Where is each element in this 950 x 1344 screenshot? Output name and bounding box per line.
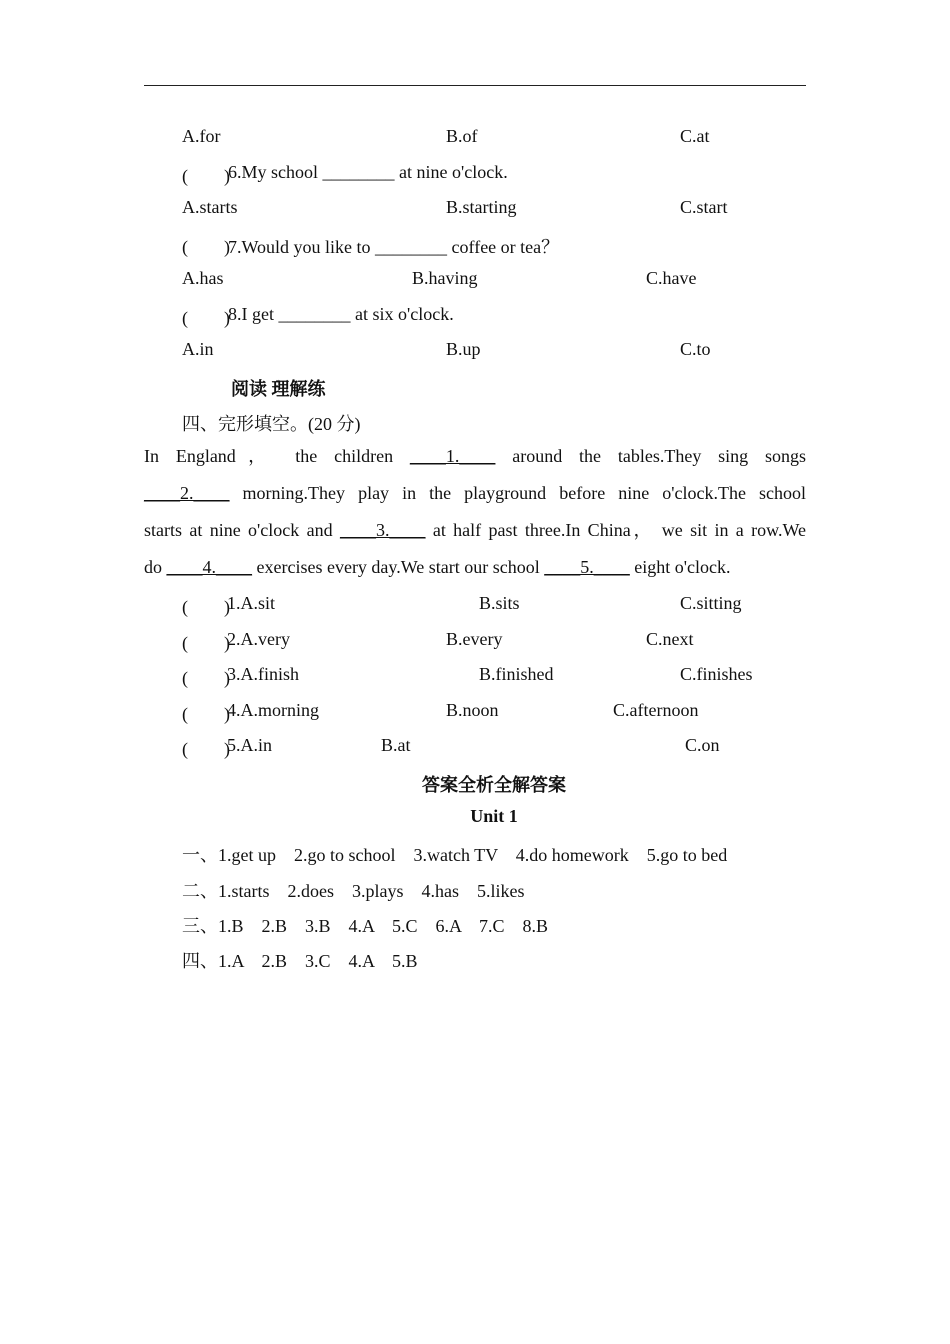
- cloze-1-answer-paren[interactable]: ( ): [182, 597, 230, 617]
- q8-option-a: A.in: [182, 339, 214, 359]
- header-rule: [144, 85, 806, 86]
- q5-option-c: C.at: [680, 126, 710, 146]
- passage-line-2: [144, 475, 806, 512]
- passage-text: do: [144, 557, 162, 577]
- cloze-1-option-c: C.sitting: [680, 593, 742, 613]
- blank-3: ____3.____: [339, 520, 426, 540]
- cloze-3-option-c: C.finishes: [680, 664, 753, 684]
- cloze-2-option-c: C.next: [646, 629, 694, 649]
- q6-option-c: C.start: [680, 197, 728, 217]
- cloze-3-option-a: 3.A.finish: [227, 664, 299, 684]
- cloze-2-option-a: 2.A.very: [227, 629, 290, 649]
- passage-text: morning.They play in the playground before nine o'clock.The school: [242, 483, 806, 503]
- answer-line-2: 二、1.starts 2.does 3.plays 4.has 5.likes: [182, 881, 525, 901]
- q8-text: 8.I get ________ at six o'clock.: [228, 304, 454, 324]
- cloze-1-option-a: 1.A.sit: [227, 593, 276, 613]
- reading-heading: 阅读 理解练: [231, 379, 326, 399]
- q6-answer-paren[interactable]: ( ): [182, 166, 230, 186]
- blank-4: ____4.____: [166, 557, 252, 577]
- answer-line-3: 三、1.B 2.B 3.B 4.A 5.C 6.A 7.C 8.B: [182, 916, 549, 936]
- answer-line-4: 四、1.A 2.B 3.C 4.A 5.B: [182, 951, 418, 971]
- q8-answer-paren[interactable]: ( ): [182, 308, 230, 328]
- q7-text: 7.Would you like to ________ coffee or tea？: [228, 237, 560, 257]
- passage-text: In England， the children: [144, 446, 394, 466]
- q7-option-b: B.having: [412, 268, 478, 288]
- passage-text: at half past three.In China， we sit in a row.We: [432, 520, 807, 540]
- passage-text: around the tables.They sing songs: [512, 446, 806, 466]
- cloze-5-answer-paren[interactable]: ( ): [182, 739, 230, 759]
- q6-option-a: A.starts: [182, 197, 238, 217]
- q7-option-c: C.have: [646, 268, 697, 288]
- cloze-4-option-b: B.noon: [446, 700, 499, 720]
- answer-line-1: 一、1.get up 2.go to school 3.watch TV 4.do homework 5.go to bed: [182, 845, 728, 865]
- cloze-2-answer-paren[interactable]: ( ): [182, 633, 230, 653]
- q8-option-b: B.up: [446, 339, 481, 359]
- cloze-5-option-a: 5.A.in: [227, 735, 272, 755]
- blank-1: ____1.____: [409, 446, 496, 466]
- passage-text: exercises every day.We start our school: [256, 557, 540, 577]
- passage-line-1: [144, 438, 806, 475]
- section4-title: 四、完形填空。(20 分): [182, 414, 361, 434]
- q8-option-c: C.to: [680, 339, 711, 359]
- q5-option-b: B.of: [446, 126, 478, 146]
- passage-line-4: [144, 549, 806, 586]
- passage-text: starts at nine o'clock and: [144, 520, 333, 540]
- cloze-4-answer-paren[interactable]: ( ): [182, 704, 230, 724]
- answers-title: 答案全析全解答案: [422, 775, 566, 795]
- blank-2: ____2.____: [144, 483, 230, 503]
- cloze-3-answer-paren[interactable]: ( ): [182, 668, 230, 688]
- q6-text: 6.My school ________ at nine o'clock.: [228, 162, 508, 182]
- passage-text: eight o'clock.: [634, 557, 731, 577]
- cloze-passage: [144, 438, 806, 586]
- q7-option-a: A.has: [182, 268, 224, 288]
- cloze-2-option-b: B.every: [446, 629, 503, 649]
- cloze-1-option-b: B.sits: [479, 593, 520, 613]
- cloze-4-option-c: C.afternoon: [613, 700, 699, 720]
- q6-option-b: B.starting: [446, 197, 517, 217]
- cloze-4-option-a: 4.A.morning: [227, 700, 319, 720]
- cloze-5-option-b: B.at: [381, 735, 411, 755]
- unit-title: Unit 1: [470, 806, 518, 826]
- q7-answer-paren[interactable]: ( ): [182, 237, 230, 257]
- q5-option-a: A.for: [182, 126, 221, 146]
- cloze-3-option-b: B.finished: [479, 664, 554, 684]
- passage-line-3: [144, 512, 806, 549]
- blank-5: ____5.____: [544, 557, 630, 577]
- cloze-5-option-c: C.on: [685, 735, 720, 755]
